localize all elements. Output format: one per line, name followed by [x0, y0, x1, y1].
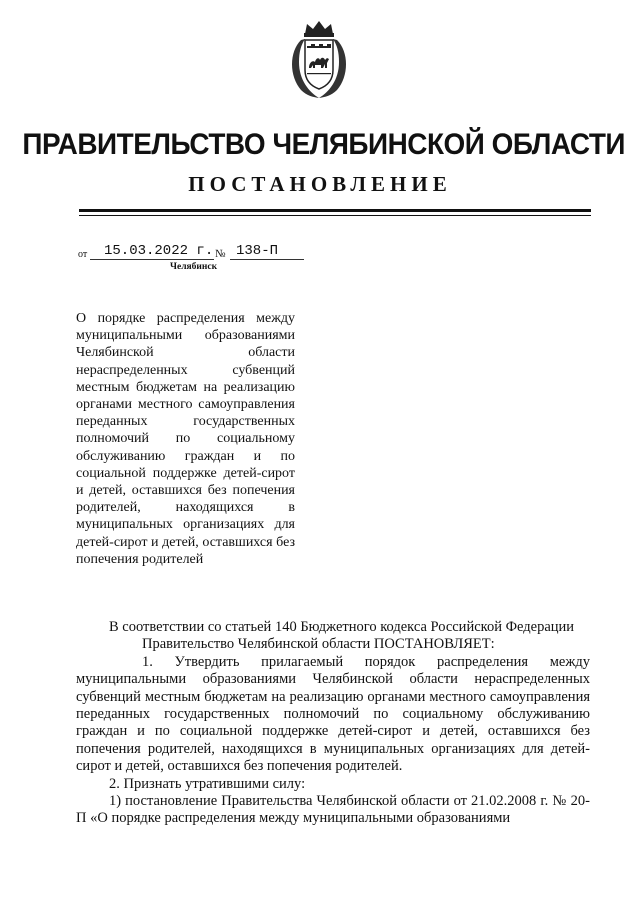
body-paragraph-item-2-1: 1) постановление Правительства Челябинской области от 21.02.2008 г. № 20-П «О порядке распределения между муниципальными образованиями	[76, 793, 590, 827]
city-label: Челябинск	[170, 262, 218, 272]
number-underline	[230, 259, 304, 260]
body-paragraph-item-2: 2. Признать утратившими силу:	[109, 775, 306, 792]
document-number: 138-П	[236, 243, 279, 259]
header-rule-thick	[79, 209, 591, 212]
header-rule-thin	[79, 215, 591, 216]
coat-of-arms-icon	[287, 18, 351, 100]
body-paragraph-basis: В соответствии со статьей 140 Бюджетного кодекса Российской Федерации	[109, 619, 575, 635]
date-underline	[90, 259, 214, 260]
government-title: ПРАВИТЕЛЬСТВО ЧЕЛЯБИНСКОЙ ОБЛАСТИ	[22, 128, 626, 161]
date-prefix: от	[78, 249, 88, 260]
body-paragraph-item-1: 1. Утвердить прилагаемый порядок распределения между муниципальными образованиями Челябинской области нераспределенных субвенций местным бюджетам на реализацию органами местного самоуправления переданных государственных полномочий по социальному обслуживанию граждан и по социальной поддержке детей-сирот и детей, оставшихся без попечения родителей, находящихся в муниципальных организациях для детей-сирот и детей, оставшихся без попечения родителей.	[76, 653, 590, 775]
document-subject: О порядке распределения между муниципальными образованиями Челябинской области нераспределенных субвенций местным бюджетам на реализацию органами местного самоуправления переданных государственных полномочий по социальному обслуживанию граждан и по социальной поддержке детей-сирот и детей, оставшихся без попечения родителей, находящихся в муниципальных организациях для детей-сирот и детей, оставшихся без попечения родителей	[76, 311, 295, 567]
body-paragraph-resolves: Правительство Челябинской области ПОСТАНОВЛЯЕТ:	[142, 636, 495, 653]
document-type: ПОСТАНОВЛЕНИЕ	[188, 172, 452, 196]
number-sign: №	[215, 248, 226, 260]
document-date: 15.03.2022 г.	[104, 243, 214, 259]
document-body	[76, 619, 590, 828]
